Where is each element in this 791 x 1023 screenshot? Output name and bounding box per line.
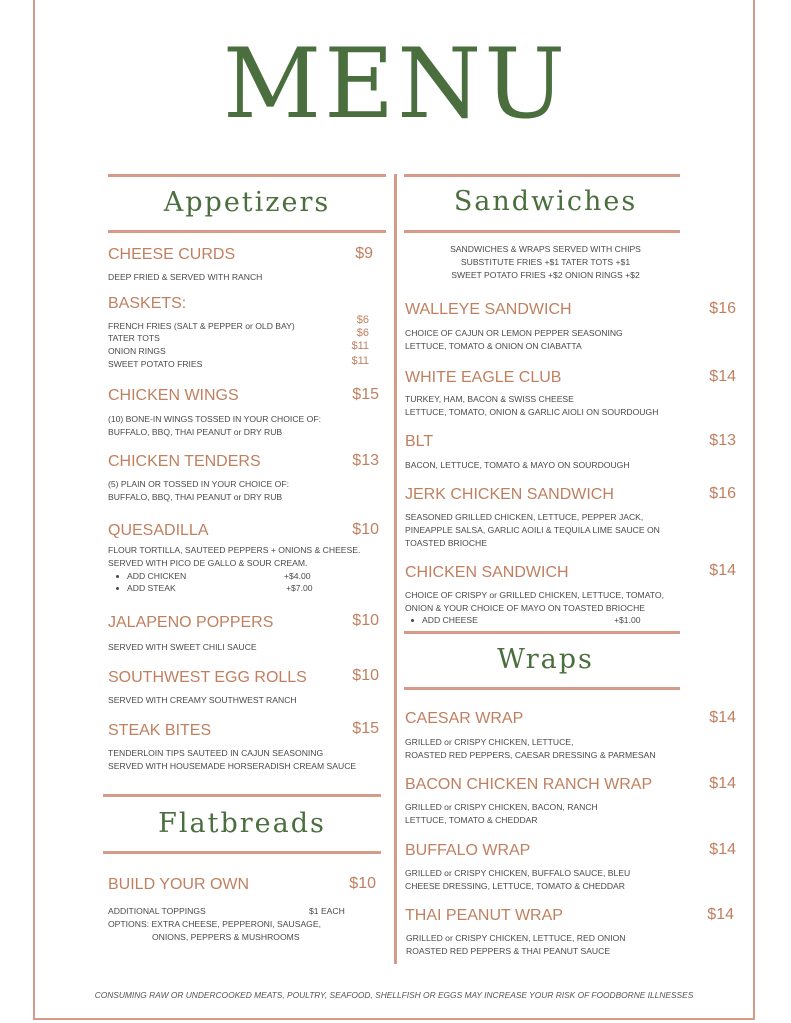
sides-note-2: SUBSTITUTE FRIES +$1 TATER TOTS +$1 (460, 257, 631, 267)
basket-item-1: FRENCH FRIES (SALT & PEPPER or OLD BAY) (108, 321, 295, 331)
item-desc-thai-1: GRILLED or CRISPY CHICKEN, LETTUCE, RED ONION (406, 933, 626, 943)
item-name-steak-bites: STEAK BITES (108, 722, 212, 739)
item-name-build-your-own: BUILD YOUR OWN (108, 876, 250, 893)
basket-price-2: $6 (356, 327, 369, 339)
wraps-heading: Wraps (497, 644, 594, 675)
item-desc-chicken-tenders-2: BUFFALO, BBQ, THAI PEANUT or DRY RUB (108, 492, 283, 502)
item-price-egg-rolls: $10 (352, 667, 379, 684)
item-desc-chicken-wings-2: BUFFALO, BBQ, THAI PEANUT or DRY RUB (108, 427, 283, 437)
item-price-chicken-wings: $15 (352, 386, 379, 403)
item-price-cheese-curds: $9 (355, 245, 373, 262)
item-desc-jalapeno-poppers: SERVED WITH SWEET CHILI SAUCE (108, 642, 257, 652)
flatbreads-bottom-rule (103, 851, 381, 854)
sandwiches-heading: Sandwiches (453, 186, 638, 217)
addon-cheese-label: ADD CHEESE (422, 615, 478, 625)
addon-cheese-price: +$1.00 (614, 615, 641, 625)
sandwiches-bottom-rule (404, 230, 680, 233)
item-desc-egg-rolls: SERVED WITH CREAMY SOUTHWEST RANCH (108, 695, 297, 705)
item-price-chicken-tenders: $13 (352, 452, 379, 469)
basket-price-1: $6 (356, 314, 369, 326)
appetizers-top-rule (108, 174, 386, 177)
item-price-build-your-own: $10 (349, 875, 376, 892)
item-price-jerk-chicken: $16 (709, 485, 736, 502)
column-divider (394, 174, 397, 964)
item-name-bacon-ranch-wrap: BACON CHICKEN RANCH WRAP (405, 776, 653, 793)
item-name-buffalo-wrap: BUFFALO WRAP (405, 842, 531, 859)
item-desc-chicken-wings-1: (10) BONE-IN WINGS TOSSED IN YOUR CHOICE OF: (108, 414, 321, 424)
item-name-jerk-chicken: JERK CHICKEN SANDWICH (405, 486, 614, 503)
menu-title: MENU (222, 28, 569, 140)
bullet-icon (116, 575, 119, 578)
item-desc-quesadilla-1: FLOUR TORTILLA, SAUTEED PEPPERS + ONIONS & CHEESE. (108, 545, 361, 555)
item-price-caesar-wrap: $14 (709, 709, 736, 726)
item-name-jalapeno-poppers: JALAPENO POPPERS (108, 614, 274, 631)
addon-chicken-price: +$4.00 (284, 571, 311, 581)
bullet-icon (411, 619, 414, 622)
item-desc-steak-bites-2: SERVED WITH HOUSEMADE HORSERADISH CREAM SAUCE (108, 761, 357, 771)
item-price-bacon-ranch-wrap: $14 (709, 775, 736, 792)
flatbreads-heading: Flatbreads (158, 808, 326, 839)
item-name-baskets: BASKETS: (108, 295, 187, 312)
item-name-caesar-wrap: CAESAR WRAP (405, 710, 524, 727)
item-desc-cheese-curds: DEEP FRIED & SERVED WITH RANCH (108, 272, 263, 282)
sides-note-1: SANDWICHES & WRAPS SERVED WITH CHIPS (450, 244, 641, 254)
flatbreads-top-rule (103, 794, 381, 797)
item-name-cheese-curds: CHEESE CURDS (108, 246, 236, 263)
item-price-steak-bites: $15 (352, 720, 379, 737)
wraps-bottom-rule (404, 687, 680, 690)
item-desc-build-3: ONIONS, PEPPERS & MUSHROOMS (152, 932, 300, 942)
addon-steak-price: +$7.00 (286, 583, 313, 593)
item-desc-chicken-sandwich-1: CHOICE OF CRISPY or GRILLED CHICKEN, LETTUCE, TOMATO, (405, 590, 664, 600)
item-desc-white-eagle-1: TURKEY, HAM, BACON & SWISS CHEESE (405, 394, 574, 404)
item-desc-steak-bites-1: TENDERLOIN TIPS SAUTEED IN CAJUN SEASONING (108, 748, 324, 758)
item-desc-chicken-tenders-1: (5) PLAIN OR TOSSED IN YOUR CHOICE OF: (108, 479, 289, 489)
item-desc-build-2: OPTIONS: EXTRA CHEESE, PEPPERONI, SAUSAGE, (108, 919, 321, 929)
item-name-quesadilla: QUESADILLA (108, 522, 209, 539)
item-desc-white-eagle-2: LETTUCE, TOMATO, ONION & GARLIC AIOLI ON SOURDOUGH (405, 407, 659, 417)
item-price-thai-peanut-wrap: $14 (707, 906, 734, 923)
bullet-icon (116, 587, 119, 590)
addon-cheese (411, 614, 478, 627)
item-desc-bacon-1: GRILLED or CRISPY CHICKEN, BACON, RANCH (405, 802, 598, 812)
item-desc-caesar-2: ROASTED RED PEPPERS, CAESAR DRESSING & PARMESAN (405, 750, 656, 760)
item-desc-blt: BACON, LETTUCE, TOMATO & MAYO ON SOURDOUGH (405, 460, 630, 470)
item-name-chicken-sandwich: CHICKEN SANDWICH (405, 564, 569, 581)
item-desc-build-1: ADDITIONAL TOPPINGS (108, 906, 206, 916)
item-price-quesadilla: $10 (352, 521, 379, 538)
basket-price-3: $11 (351, 340, 369, 352)
basket-price-4: $11 (351, 355, 369, 367)
item-price-white-eagle: $14 (709, 368, 736, 385)
basket-item-3: ONION RINGS (108, 346, 166, 356)
item-name-chicken-wings: CHICKEN WINGS (108, 387, 239, 404)
addon-steak-label: ADD STEAK (127, 583, 176, 593)
addon-steak (116, 582, 176, 595)
sides-note-3: SWEET POTATO FRIES +$2 ONION RINGS +$2 (451, 270, 640, 280)
item-desc-caesar-1: GRILLED or CRISPY CHICKEN, LETTUCE, (405, 737, 574, 747)
item-desc-buffalo-2: CHEESE DRESSING, LETTUCE, TOMATO & CHEDDAR (405, 881, 625, 891)
item-price-chicken-sandwich: $14 (709, 562, 736, 579)
item-desc-build-1-price: $1 EACH (309, 906, 345, 916)
item-price-jalapeno-poppers: $10 (352, 612, 379, 629)
basket-item-2: TATER TOTS (108, 333, 160, 343)
sandwiches-top-rule (404, 174, 680, 177)
item-desc-walleye-2: LETTUCE, TOMATO & ONION ON CIABATTA (405, 341, 582, 351)
item-name-walleye: WALLEYE SANDWICH (405, 301, 572, 318)
addon-chicken-label: ADD CHICKEN (127, 571, 187, 581)
item-name-white-eagle: WHITE EAGLE CLUB (405, 369, 562, 386)
item-desc-buffalo-1: GRILLED or CRISPY CHICKEN, BUFFALO SAUCE, BLEU (405, 868, 631, 878)
item-name-egg-rolls: SOUTHWEST EGG ROLLS (108, 669, 307, 686)
item-name-blt: BLT (405, 433, 434, 450)
item-desc-jerk-1: SEASONED GRILLED CHICKEN, LETTUCE, PEPPER JACK, (405, 512, 644, 522)
item-price-blt: $13 (709, 432, 736, 449)
basket-item-4: SWEET POTATO FRIES (108, 359, 203, 369)
item-desc-thai-2: ROASTED RED PEPPERS & THAI PEANUT SAUCE (406, 946, 611, 956)
item-desc-quesadilla-2: SERVED WITH PICO DE GALLO & SOUR CREAM. (108, 558, 308, 568)
item-name-chicken-tenders: CHICKEN TENDERS (108, 453, 261, 470)
health-disclaimer: CONSUMING RAW OR UNDERCOOKED MEATS, POULTRY, SEAFOOD, SHELLFISH OR EGGS MAY INCREASE YOUR RISK OF FOODBORNE ILLNESSES (94, 990, 694, 1000)
appetizers-bottom-rule (108, 230, 386, 233)
item-desc-bacon-2: LETTUCE, TOMATO & CHEDDAR (405, 815, 538, 825)
item-name-thai-peanut-wrap: THAI PEANUT WRAP (405, 907, 563, 924)
wraps-top-rule (404, 631, 680, 634)
appetizers-heading: Appetizers (163, 187, 331, 218)
item-desc-jerk-3: TOASTED BRIOCHE (405, 538, 487, 548)
item-desc-walleye-1: CHOICE OF CAJUN OR LEMON PEPPER SEASONING (405, 328, 623, 338)
item-price-buffalo-wrap: $14 (709, 841, 736, 858)
item-price-walleye: $16 (709, 300, 736, 317)
item-desc-jerk-2: PINEAPPLE SALSA, GARLIC AOILI & TEQUILA LIME SAUCE ON (405, 525, 660, 535)
item-desc-chicken-sandwich-2: ONION & YOUR CHOICE OF MAYO ON TOASTED BRIOCHE (405, 603, 646, 613)
